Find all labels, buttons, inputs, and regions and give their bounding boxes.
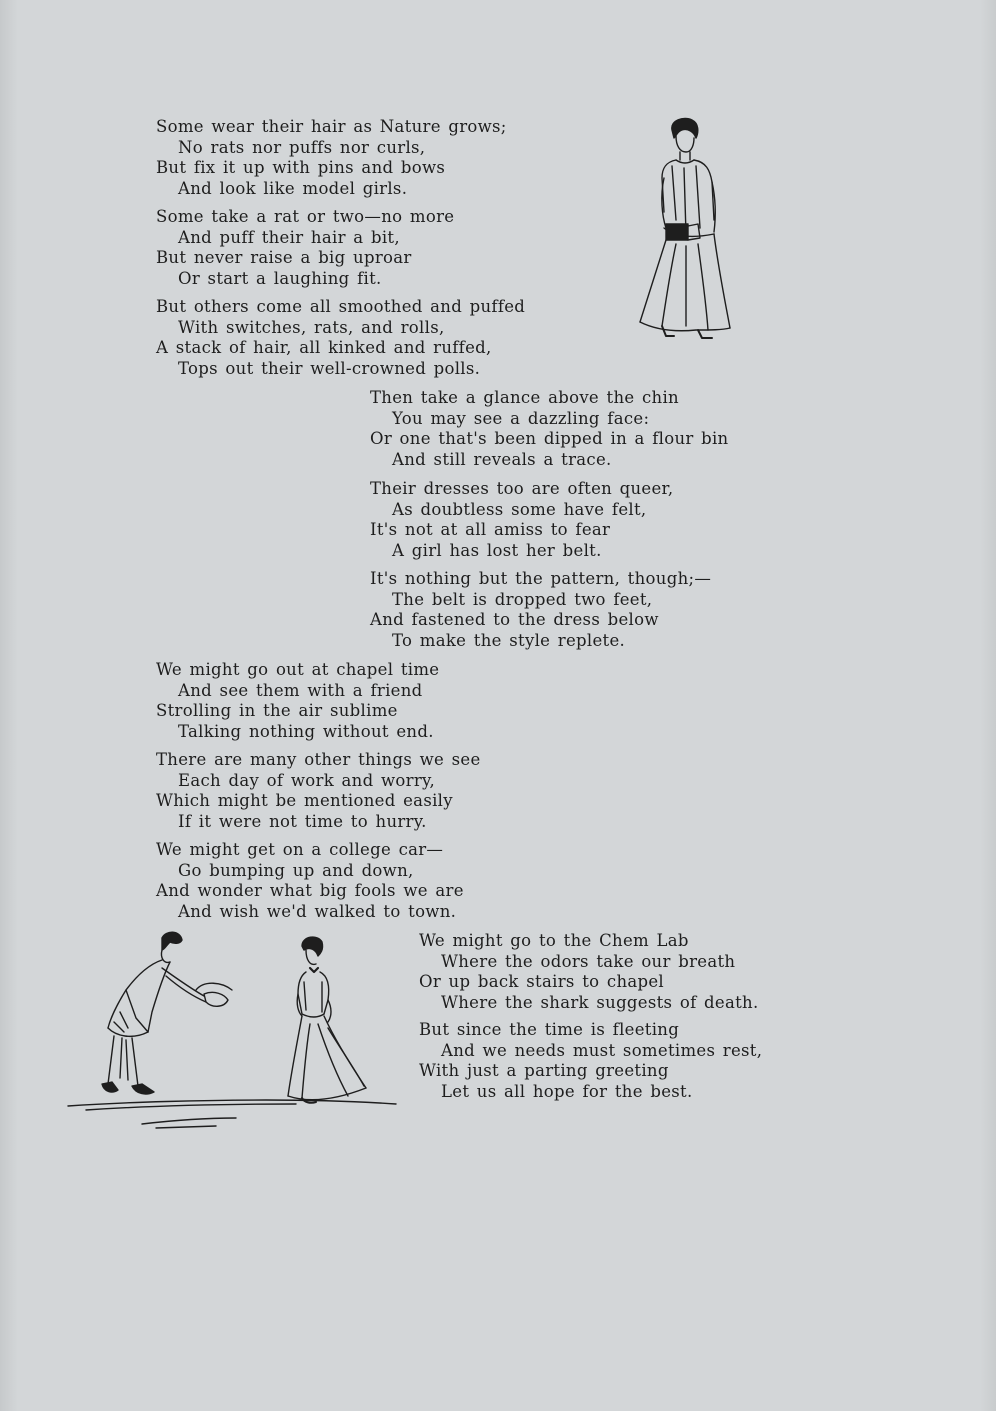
poem-line: Or one that's been dipped in a flour bin (370, 429, 729, 449)
poem-line: Let us all hope for the best. (441, 1081, 693, 1101)
poem-line: But never raise a big uproar (156, 248, 412, 268)
poem-line: A girl has lost her belt. (392, 540, 602, 560)
poem-line: But fix it up with pins and bows (156, 158, 446, 178)
poem-line: And puff their hair a bit, (178, 227, 400, 247)
poem-line: The belt is dropped two feet, (392, 589, 653, 609)
poem-line: Where the odors take our breath (441, 951, 736, 971)
poem-line: But since the time is fleeting (419, 1020, 680, 1039)
poem-line: A stack of hair, all kinked and ruffed, (156, 338, 492, 358)
stanza-10 (419, 931, 759, 1013)
man-bowing-to-woman-sketch-icon (66, 928, 398, 1130)
stanza-7 (156, 660, 439, 742)
poem-line: You may see a dazzling face: (392, 408, 650, 428)
stanza-11 (419, 1020, 762, 1102)
stanza-4 (370, 388, 728, 470)
poem-line: It's not at all amiss to fear (370, 520, 611, 540)
poem-line: And fastened to the dress below (370, 610, 659, 630)
poem-line: And we needs must sometimes rest, (441, 1040, 763, 1060)
poem-line: As doubtless some have felt, (392, 499, 647, 519)
poem-line: Each day of work and worry, (178, 770, 436, 790)
poem-line: And still reveals a trace. (392, 449, 612, 469)
poem-line: Tops out their well-crowned polls. (178, 358, 481, 378)
stanza-8 (156, 750, 481, 832)
poem-line: We might go to the Chem Lab (419, 931, 689, 950)
stanza-1 (156, 117, 507, 199)
poem-line: Which might be mentioned easily (156, 791, 453, 811)
poem-line: Go bumping up and down, (178, 860, 414, 880)
poem-line: Where the shark suggests of death. (441, 992, 759, 1012)
poem-line: And wish we'd walked to town. (178, 901, 457, 921)
poem-line: Their dresses too are often queer, (370, 479, 674, 498)
stanza-6 (370, 569, 711, 651)
woman-in-long-dress-sketch-icon (636, 116, 732, 342)
poem-line: Then take a glance above the chin (370, 388, 679, 407)
poem-line: We might go out at chapel time (156, 660, 440, 679)
poem-line: There are many other things we see (156, 750, 481, 769)
poem-line: With switches, rats, and rolls, (178, 317, 445, 337)
poem-line: Or up back stairs to chapel (419, 972, 665, 992)
poem-line: Talking nothing without end. (178, 721, 434, 741)
poem-line: Some wear their hair as Nature grows; (156, 117, 507, 136)
stanza-5 (370, 479, 673, 561)
poem-line: Some take a rat or two—no more (156, 207, 455, 226)
poem-line: Or start a laughing fit. (178, 268, 382, 288)
stanza-3 (156, 297, 525, 379)
poem-line: Strolling in the air sublime (156, 701, 398, 721)
poem-line: It's nothing but the pattern, though;— (370, 569, 712, 588)
poem-line: With just a parting greeting (419, 1061, 669, 1081)
poem-line: No rats nor puffs nor curls, (178, 137, 426, 157)
poem-line: And look like model girls. (178, 178, 408, 198)
poem-line: But others come all smoothed and puffed (156, 297, 526, 316)
poem-line: To make the style replete. (392, 630, 626, 650)
poem-line: If it were not time to hurry. (178, 811, 427, 831)
stanza-9 (156, 840, 464, 922)
poem-line: And wonder what big fools we are (156, 881, 464, 901)
poem-line: And see them with a friend (178, 680, 423, 700)
poem-line: We might get on a college car— (156, 840, 444, 859)
stanza-2 (156, 207, 454, 289)
